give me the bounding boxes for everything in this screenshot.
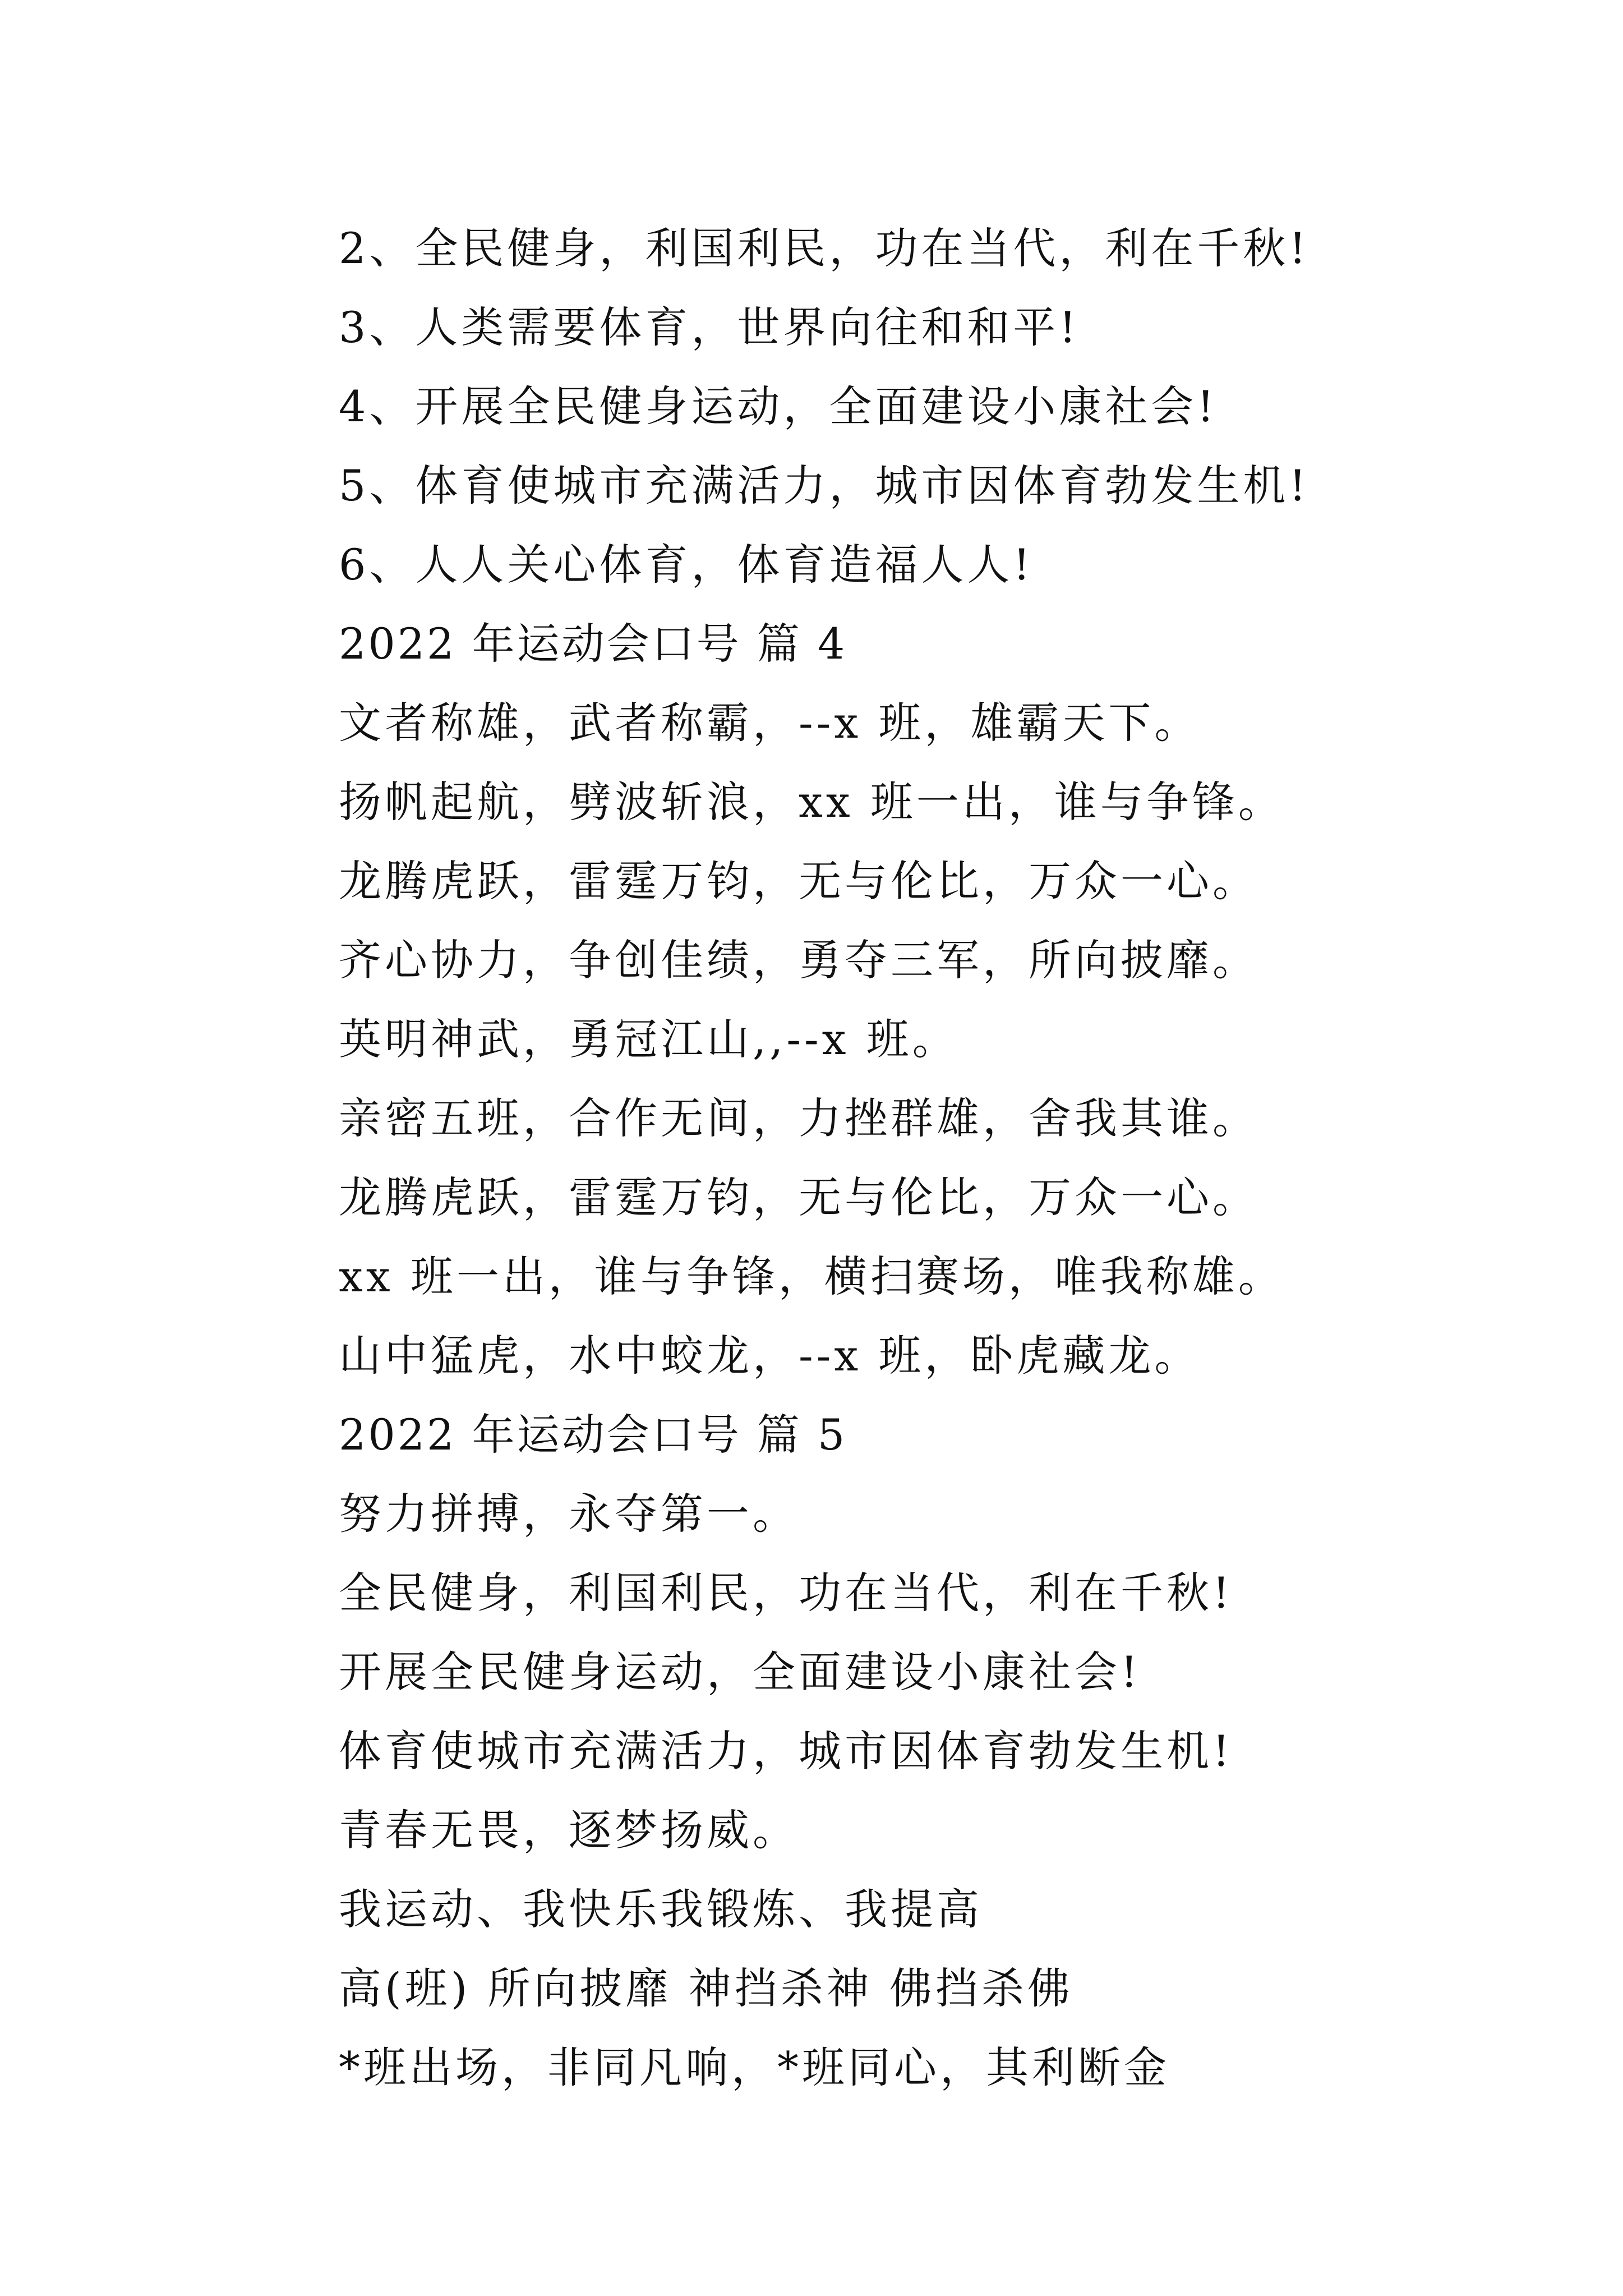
text-line: 体育使城市充满活力，城市因体育勃发生机! [339, 1726, 1233, 1776]
text-line: 6、人人关心体育，体育造福人人! [339, 540, 1034, 590]
text-line: 我运动、我快乐我锻炼、我提高 [339, 1884, 983, 1934]
text-line: 全民健身，利国利民，功在当代，利在千秋! [339, 1568, 1233, 1618]
text-line: 扬帆起航，劈波斩浪，xx 班一出，谁与争锋。 [339, 777, 1284, 827]
text-line: *班出场，非同凡响，*班同心，其利断金 [339, 2042, 1170, 2092]
text-line: 龙腾虎跃，雷霆万钧，无与伦比，万众一心。 [339, 1172, 1258, 1222]
text-line: 高(班) 所向披靡 神挡杀神 佛挡杀佛 [339, 1963, 1073, 2013]
text-line: 青春无畏，逐梦扬威。 [339, 1805, 799, 1855]
text-line: 4、开展全民健身运动，全面建设小康社会! [339, 381, 1218, 431]
text-line: 5、体育使城市充满活力，城市因体育勃发生机! [339, 461, 1310, 510]
text-line: 开展全民健身运动，全面建设小康社会! [339, 1647, 1141, 1697]
text-line: 3、人类需要体育，世界向往和和平! [339, 302, 1080, 352]
section-heading: 2022 年运动会口号 篇 4 [339, 619, 847, 669]
text-body [339, 209, 1460, 2107]
section-heading: 2022 年运动会口号 篇 5 [339, 1410, 847, 1460]
text-line: xx 班一出，谁与争锋，横扫赛场，唯我称雄。 [339, 1251, 1284, 1301]
text-line: 英明神武，勇冠江山,,--x 班。 [339, 1014, 958, 1064]
text-line: 龙腾虎跃，雷霆万钧，无与伦比，万众一心。 [339, 856, 1258, 906]
text-line: 山中猛虎，水中蛟龙，--x 班，卧虎藏龙。 [339, 1331, 1201, 1381]
text-line: 文者称雄，武者称霸，--x 班，雄霸天下。 [339, 698, 1201, 748]
text-line: 2、全民健身，利国利民，功在当代，利在千秋! [339, 223, 1310, 273]
text-line: 齐心协力，争创佳绩，勇夺三军，所向披靡。 [339, 935, 1258, 985]
text-line: 亲密五班，合作无间，力挫群雄，舍我其谁。 [339, 1093, 1258, 1143]
text-line: 努力拼搏，永夺第一。 [339, 1489, 799, 1539]
